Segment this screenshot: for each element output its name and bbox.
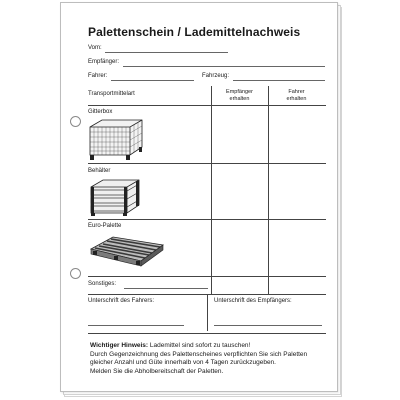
column-header-recipient-line2: erhalten bbox=[229, 96, 250, 102]
notice-lead: Lademittel sind sofort zu tauschen! bbox=[149, 342, 251, 349]
driver-signature-label: Unterschrift des Fahrers: bbox=[88, 298, 155, 304]
euro-pallet-icon bbox=[89, 233, 165, 269]
table-rule-header bbox=[88, 105, 326, 106]
column-header-recipient-line1: Empfänger bbox=[226, 89, 253, 95]
notice-line-1: Durch Gegenzeichnung des Palettenscheines verpflichten Sie sich Paletten bbox=[90, 350, 308, 358]
column-header-driver-line2: erhalten bbox=[286, 96, 307, 102]
recipient-field[interactable] bbox=[123, 66, 325, 67]
table-divider-2 bbox=[268, 86, 269, 294]
row-label-euro-pallet: Euro-Palette bbox=[88, 223, 122, 229]
notice-heading: Wichtiger Hinweis: bbox=[90, 342, 149, 349]
table-rule-3 bbox=[88, 276, 326, 277]
form-title: Palettenschein / Lademittelnachweis bbox=[88, 25, 301, 39]
notice-line-3: Melden Sie die Abholbereitschaft der Paletten. bbox=[90, 367, 224, 375]
recipient-label: Empfänger: bbox=[88, 59, 120, 65]
driver-signature-field[interactable] bbox=[88, 325, 184, 326]
table-divider-1 bbox=[211, 86, 212, 294]
table-rule-1 bbox=[88, 163, 326, 164]
vehicle-field[interactable] bbox=[233, 80, 325, 81]
other-field[interactable] bbox=[124, 288, 208, 289]
recipient-signature-field[interactable] bbox=[214, 325, 322, 326]
from-label: Vom: bbox=[88, 45, 102, 51]
driver-field[interactable] bbox=[111, 80, 194, 81]
punch-hole-top bbox=[70, 116, 81, 127]
wire-mesh-box-icon bbox=[88, 117, 144, 161]
row-label-container: Behälter bbox=[88, 168, 111, 174]
vehicle-label: Fahrzeug: bbox=[202, 73, 230, 79]
signature-rule-bottom bbox=[88, 333, 326, 334]
recipient-signature-label: Unterschrift des Empfängers: bbox=[214, 298, 292, 304]
row-label-other: Sonstiges: bbox=[88, 281, 117, 287]
column-header-driver-line1: Fahrer bbox=[288, 89, 305, 95]
punch-hole-bottom bbox=[70, 268, 81, 279]
important-notice bbox=[90, 342, 335, 376]
table-rule-2 bbox=[88, 219, 326, 220]
row-label-gitterbox: Gitterbox bbox=[88, 109, 113, 115]
from-field[interactable] bbox=[105, 52, 228, 53]
wooden-crate-icon bbox=[89, 177, 141, 217]
driver-label: Fahrer: bbox=[88, 73, 108, 79]
signature-divider bbox=[207, 294, 208, 331]
column-header-recipient bbox=[211, 89, 268, 103]
notice-line-2: gleicher Anzahl und Güte innerhalb von 4 Tagen zurückzugeben. bbox=[90, 359, 276, 367]
form-sheet bbox=[60, 2, 338, 392]
column-header-driver bbox=[268, 89, 325, 103]
column-header-item: Transportmittelart bbox=[88, 91, 135, 97]
notice-first-line bbox=[90, 342, 335, 351]
